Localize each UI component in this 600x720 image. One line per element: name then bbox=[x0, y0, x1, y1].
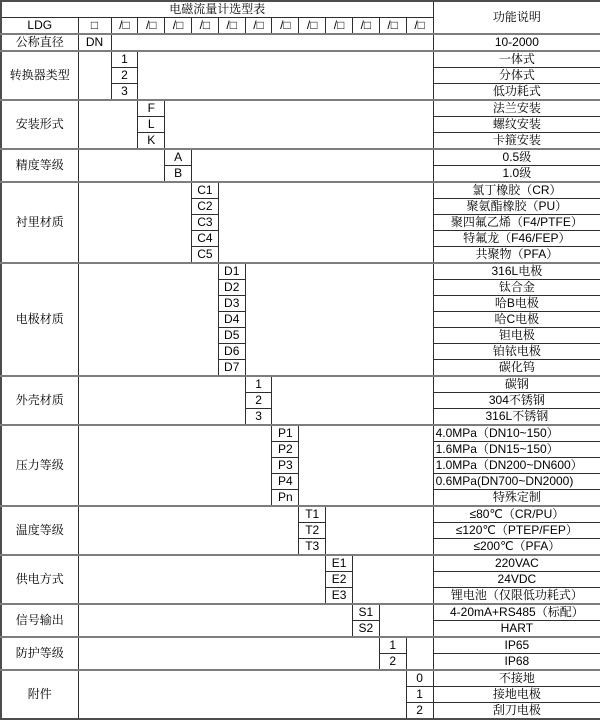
function-desc: 锂电池（仅限低功耗式） bbox=[433, 588, 600, 605]
code-cell: S1 bbox=[352, 604, 379, 621]
code-cell: E3 bbox=[326, 588, 353, 605]
table-row bbox=[1, 263, 600, 280]
table-row bbox=[1, 604, 600, 621]
code-cell: D1 bbox=[218, 263, 245, 280]
function-desc: 低功耗式 bbox=[433, 84, 600, 101]
code-cell: 1 bbox=[379, 637, 406, 654]
model-slash-box: /□ bbox=[191, 18, 218, 35]
model-slash-box: /□ bbox=[138, 18, 165, 35]
function-desc: 法兰安装 bbox=[433, 100, 600, 117]
code-cell: A bbox=[165, 149, 192, 166]
table-row bbox=[1, 425, 600, 442]
model-slash-box: /□ bbox=[272, 18, 299, 35]
code-cell: Pn bbox=[272, 490, 299, 507]
function-desc: 一体式 bbox=[433, 51, 600, 68]
code-cell: D5 bbox=[218, 328, 245, 344]
code-cell: C5 bbox=[191, 247, 218, 264]
spacer-cell bbox=[78, 376, 245, 425]
code-cell: D4 bbox=[218, 312, 245, 328]
spacer-cell bbox=[165, 100, 433, 149]
function-desc: 聚四氟乙烯（F4/PTFE） bbox=[433, 215, 600, 231]
code-cell: E2 bbox=[326, 572, 353, 588]
code-cell: C2 bbox=[191, 199, 218, 215]
function-desc: 共聚物（PFA） bbox=[433, 247, 600, 264]
function-desc: 316L不锈钢 bbox=[433, 409, 600, 426]
spacer-cell bbox=[272, 376, 433, 425]
function-desc: 1.0MPa（DN200~DN600） bbox=[433, 458, 600, 474]
model-slash-box: /□ bbox=[326, 18, 353, 35]
category-label: 防护等级 bbox=[1, 637, 78, 670]
function-desc: 碳化钨 bbox=[433, 360, 600, 377]
spacer-cell bbox=[299, 425, 433, 506]
category-label: 外壳材质 bbox=[1, 376, 78, 425]
spacer-cell bbox=[191, 149, 433, 182]
spacer-cell bbox=[78, 670, 406, 719]
category-label: 信号输出 bbox=[1, 604, 78, 637]
code-cell: C3 bbox=[191, 215, 218, 231]
function-desc: 螺纹安装 bbox=[433, 117, 600, 133]
spacer-cell bbox=[78, 604, 352, 637]
function-desc: IP65 bbox=[433, 637, 600, 654]
category-label: 公称直径 bbox=[1, 34, 78, 51]
function-desc: IP68 bbox=[433, 654, 600, 671]
table-row bbox=[1, 51, 600, 68]
spacer-cell bbox=[138, 51, 433, 100]
category-label: 安装形式 bbox=[1, 100, 78, 149]
table-row bbox=[1, 637, 600, 654]
title-row bbox=[1, 1, 600, 18]
function-desc: 4-20mA+RS485（标配） bbox=[433, 604, 600, 621]
function-desc: 1.0级 bbox=[433, 166, 600, 183]
function-desc: 220VAC bbox=[433, 555, 600, 572]
code-cell: P2 bbox=[272, 442, 299, 458]
table-row bbox=[1, 376, 600, 393]
category-label: 附件 bbox=[1, 670, 78, 719]
function-desc: 哈B电极 bbox=[433, 296, 600, 312]
model-prefix: LDG bbox=[1, 18, 78, 35]
code-cell: L bbox=[138, 117, 165, 133]
category-label: 电极材质 bbox=[1, 263, 78, 376]
function-desc: 钛合金 bbox=[433, 280, 600, 296]
function-desc: ≤120℃（PTEP/FEP） bbox=[433, 523, 600, 539]
code-cell: T2 bbox=[299, 523, 326, 539]
category-label: 衬里材质 bbox=[1, 182, 78, 263]
category-label: 温度等级 bbox=[1, 506, 78, 555]
code-cell: 3 bbox=[245, 409, 272, 426]
function-desc: 卡箍安装 bbox=[433, 133, 600, 150]
model-slash-box: /□ bbox=[352, 18, 379, 35]
code-cell: 1 bbox=[111, 51, 138, 68]
model-slash-box: /□ bbox=[406, 18, 433, 35]
function-desc: 0.5级 bbox=[433, 149, 600, 166]
spacer-cell bbox=[326, 506, 433, 555]
code-cell: B bbox=[165, 166, 192, 183]
code-cell: 2 bbox=[406, 703, 433, 720]
spacer-cell bbox=[78, 182, 191, 263]
function-desc: 聚氨酯橡胶（PU） bbox=[433, 199, 600, 215]
code-cell: T1 bbox=[299, 506, 326, 523]
table-row bbox=[1, 555, 600, 572]
code-cell: K bbox=[138, 133, 165, 150]
category-label: 转换器类型 bbox=[1, 51, 78, 100]
code-cell: D6 bbox=[218, 344, 245, 360]
model-slash-box: /□ bbox=[165, 18, 192, 35]
code-cell: 2 bbox=[245, 393, 272, 409]
spacer-cell bbox=[78, 51, 111, 100]
model-slash-box: /□ bbox=[218, 18, 245, 35]
code-cell: T3 bbox=[299, 539, 326, 556]
spacer-cell bbox=[218, 182, 433, 263]
code-cell: D7 bbox=[218, 360, 245, 377]
function-desc: 316L电极 bbox=[433, 263, 600, 280]
code-cell: C4 bbox=[191, 231, 218, 247]
function-desc: 4.0MPa（DN10~150） bbox=[433, 425, 600, 442]
spacer-cell bbox=[78, 149, 165, 182]
table-row bbox=[1, 34, 600, 51]
table-row bbox=[1, 182, 600, 199]
code-cell: 2 bbox=[111, 68, 138, 84]
model-code-box: □ bbox=[78, 18, 111, 35]
function-desc: 哈C电极 bbox=[433, 312, 600, 328]
function-desc: 304不锈钢 bbox=[433, 393, 600, 409]
spacer-cell bbox=[245, 263, 433, 376]
code-cell: 1 bbox=[406, 687, 433, 703]
function-desc: 1.6MPa（DN15~150） bbox=[433, 442, 600, 458]
model-slash-box: /□ bbox=[299, 18, 326, 35]
code-cell: P3 bbox=[272, 458, 299, 474]
function-desc: 特氟龙（F46/FEP） bbox=[433, 231, 600, 247]
code-cell: DN bbox=[78, 34, 111, 51]
spacer-cell bbox=[78, 555, 326, 604]
spacer-cell bbox=[78, 637, 379, 670]
spacer-cell bbox=[78, 506, 299, 555]
function-desc: 特殊定制 bbox=[433, 490, 600, 507]
code-cell: P1 bbox=[272, 425, 299, 442]
category-label: 供电方式 bbox=[1, 555, 78, 604]
model-slash-box: /□ bbox=[245, 18, 272, 35]
code-cell: D2 bbox=[218, 280, 245, 296]
code-cell: 2 bbox=[379, 654, 406, 671]
category-label: 精度等级 bbox=[1, 149, 78, 182]
table-row bbox=[1, 100, 600, 117]
function-desc: 刮刀电极 bbox=[433, 703, 600, 720]
code-cell: P4 bbox=[272, 474, 299, 490]
function-desc: HART bbox=[433, 621, 600, 638]
function-desc: 氯丁橡胶（CR） bbox=[433, 182, 600, 199]
spacer-cell bbox=[352, 555, 433, 604]
spacer-cell bbox=[379, 604, 433, 637]
table-row bbox=[1, 506, 600, 523]
table-row bbox=[1, 670, 600, 687]
spacer-cell bbox=[78, 263, 218, 376]
code-cell: E1 bbox=[326, 555, 353, 572]
code-cell: C1 bbox=[191, 182, 218, 199]
spacer-cell bbox=[111, 34, 433, 51]
function-desc: ≤80℃（CR/PU） bbox=[433, 506, 600, 523]
function-desc: 铂铱电极 bbox=[433, 344, 600, 360]
spacer-cell bbox=[78, 100, 138, 149]
code-cell: 1 bbox=[245, 376, 272, 393]
function-desc: 分体式 bbox=[433, 68, 600, 84]
code-cell: F bbox=[138, 100, 165, 117]
function-desc: 不接地 bbox=[433, 670, 600, 687]
code-cell: S2 bbox=[352, 621, 379, 638]
model-slash-box: /□ bbox=[111, 18, 138, 35]
function-desc: 碳钢 bbox=[433, 376, 600, 393]
function-desc: 接地电极 bbox=[433, 687, 600, 703]
code-cell: 0 bbox=[406, 670, 433, 687]
function-desc: 0.6MPa(DN700~DN2000) bbox=[433, 474, 600, 490]
function-desc: 24VDC bbox=[433, 572, 600, 588]
function-desc: 钽电极 bbox=[433, 328, 600, 344]
spacer-cell bbox=[78, 425, 272, 506]
function-desc: ≤200℃（PFA） bbox=[433, 539, 600, 556]
spacer-cell bbox=[406, 637, 433, 670]
model-slash-box: /□ bbox=[379, 18, 406, 35]
table-title: 电磁流量计选型表 bbox=[1, 1, 433, 18]
function-column-header: 功能说明 bbox=[433, 1, 600, 34]
code-cell: 3 bbox=[111, 84, 138, 101]
function-desc: 10-2000 bbox=[433, 34, 600, 51]
category-label: 压力等级 bbox=[1, 425, 78, 506]
table-row bbox=[1, 149, 600, 166]
code-cell: D3 bbox=[218, 296, 245, 312]
